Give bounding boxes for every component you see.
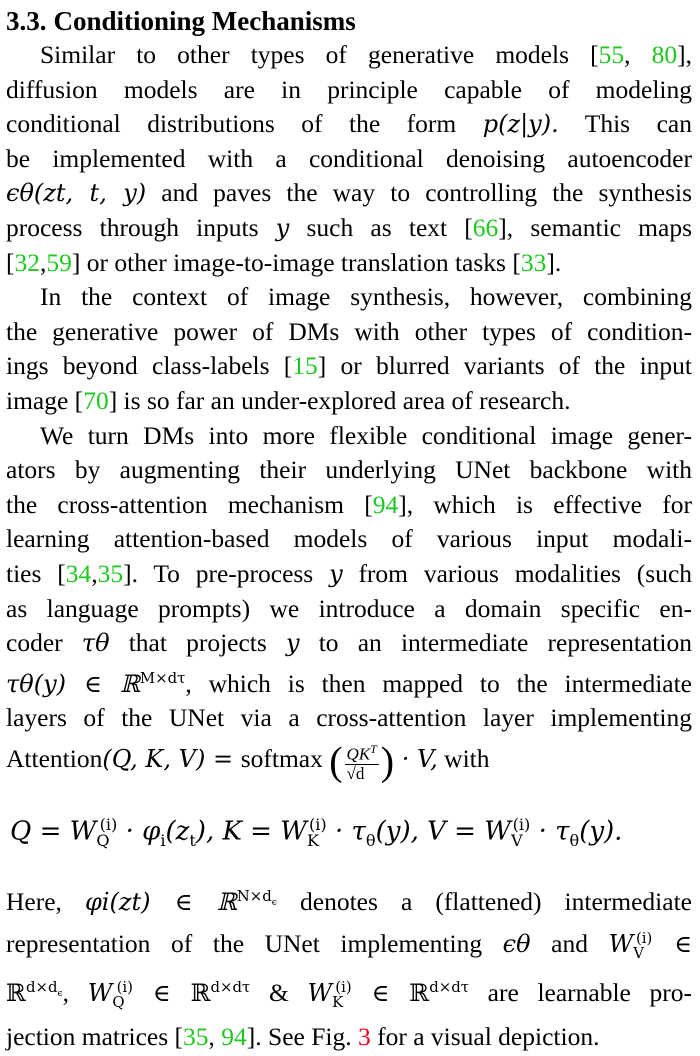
text-line: ϵθ(zt, t, y) and paves the way to controlling the synthesis — [6, 178, 692, 208]
text-line: image [70] is so far an under-explored area of research. — [6, 385, 571, 415]
citation-link[interactable]: 34 — [65, 558, 92, 588]
text-line: layers of the UNet via a cross-attention layer implementing — [6, 703, 692, 733]
paragraph-4 — [6, 879, 692, 1054]
section-number: 3.3. — [6, 6, 47, 36]
text-line: be implemented with a conditional denoising autoencoder — [6, 143, 692, 173]
text-line: In the context of image synthesis, however, combining — [40, 282, 692, 312]
citation-link[interactable]: 70 — [83, 385, 109, 415]
citation-link[interactable]: 66 — [472, 212, 499, 242]
text-line: jection matrices [35, 94]. See Fig. 3 for a visual depiction. — [6, 1021, 600, 1051]
citation-link[interactable]: 35 — [183, 1021, 209, 1051]
math-inline: ϵθ — [502, 929, 531, 958]
figure-reference-link[interactable]: 3 — [357, 1021, 371, 1051]
math-inline: $W_Q^{(i)}$ — [87, 978, 133, 1012]
text-line: as language prompts) we introduce a domain specific en- — [6, 593, 692, 623]
math-inline: τθ — [81, 629, 110, 658]
math-inline: y — [275, 213, 290, 242]
math-fraction: $\frac{QK^T}{√d}$ — [346, 741, 377, 783]
section-heading — [6, 4, 692, 38]
math-inline: · V, — [394, 745, 438, 774]
paragraph-2 — [6, 280, 692, 418]
text-line: process through inputs y such as text [66], semantic maps — [6, 212, 692, 242]
text-line: We turn DMs into more flexible conditional image gener- — [40, 420, 692, 450]
text-line: coder τθ that projects y to an intermediate representation — [6, 628, 692, 658]
paper-page — [0, 4, 700, 1056]
math-inline: (Q, K, V) = — [102, 745, 241, 774]
text-line: [32,59] or other image-to-image translation tasks [33]. — [6, 247, 562, 277]
text-line: ℝ$^{d\times d_\epsilon}$, $W_Q^{(i)}$ ∈ ℝ$^{d\times d\tau}$ & $W_K^{(i)}$ ∈ ℝ$^{d\times d\tau}$ are learnable pro- — [6, 978, 693, 1012]
display-equation: $Q = W_Q^{(i)} \cdot \varphi_i(z_t)$, $K = W_K^{(i)} \cdot \tau_\theta(y)$, $V = W_V^{(i)} \cdot \tau_\theta(y)$. — [10, 814, 623, 850]
math-inline: τθ(y) ∈ ℝ$^{M\times d\tau}$ — [6, 668, 186, 698]
citation-link[interactable]: 35 — [97, 558, 124, 588]
text-line: diffusion models are in principle capable of modeling — [6, 74, 692, 104]
math-inline: y — [285, 629, 300, 658]
math-inline: y — [329, 559, 343, 588]
citation-link[interactable]: 55 — [598, 40, 625, 69]
paragraph-3 — [6, 419, 692, 783]
text-line: Here, φi(zt) ∈ ℝ$^{N\times d_\epsilon}$ denotes a (flattened) intermediate — [6, 887, 692, 917]
paragraph-1 — [6, 38, 692, 280]
text-line: the generative power of DMs with other types of condition- — [6, 316, 692, 346]
citation-link[interactable]: 32 — [14, 247, 40, 277]
math-inline: p(z|y). — [482, 110, 559, 139]
citation-link[interactable]: 80 — [651, 40, 678, 69]
text-line: ties [34,35]. To pre-process y from various modalities (such — [6, 558, 693, 588]
citation-link[interactable]: 94 — [221, 1021, 247, 1051]
text-line: the cross-attention mechanism [94], which is effective for — [6, 489, 692, 519]
math-inline: ϵθ(zt, t, y) — [6, 179, 147, 208]
citation-link[interactable]: 59 — [46, 247, 72, 277]
text-line: Similar to other types of generative models [55, 80], — [40, 40, 693, 69]
math-inline: $W_V^{(i)}$ ∈ — [608, 928, 692, 962]
text-line: τθ(y) ∈ ℝ$^{M\times d\tau}$, which is then mapped to the intermediate — [6, 668, 692, 698]
section-title: Conditioning Mechanisms — [53, 6, 356, 36]
text-line: ings beyond class-labels [15] or blurred variants of the input — [6, 351, 693, 381]
citation-link[interactable]: 15 — [292, 351, 318, 381]
text-line: Attention(Q, K, V) = softmax ( $\frac{QK^T}{√d}$ ) · V, with — [6, 738, 490, 784]
citation-link[interactable]: 33 — [520, 247, 547, 277]
math-inline: $W_K^{(i)}$ — [307, 978, 352, 1012]
text-line: conditional distributions of the form p(z|y). This can — [6, 109, 692, 139]
citation-link[interactable]: 94 — [372, 489, 399, 519]
text-line: learning attention-based models of various input modali- — [6, 524, 692, 554]
text-line: ators by augmenting their underlying UNet backbone with — [6, 455, 692, 485]
math-inline: φi(zt) ∈ ℝ$^{N\times d_\epsilon}$ — [84, 887, 277, 917]
text-line: representation of the UNet implementing ϵθ and $W_V^{(i)}$ ∈ — [6, 928, 692, 962]
math-inline: ℝ$^{d\times d_\epsilon}$ — [6, 978, 63, 1008]
